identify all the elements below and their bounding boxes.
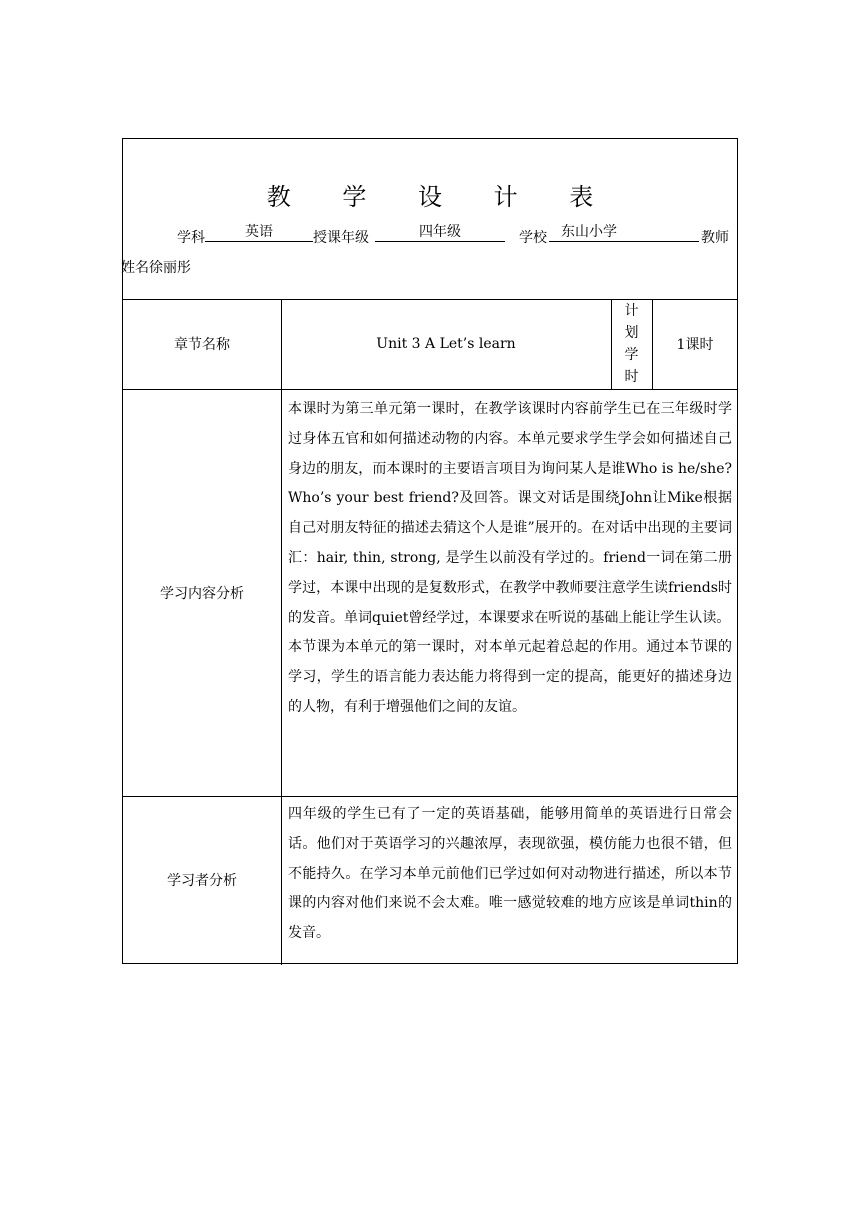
teacher-label-part1: 教师 xyxy=(701,230,729,246)
planned-hours-char: 划 xyxy=(624,325,639,341)
planned-hours-char: 计 xyxy=(624,303,639,319)
content-analysis-paragraph: 本节课为本单元的第一课时，对本单元起着总起的作用。通过本节课的学习，学生的语言能力表达能力将得到一定的提高，能更好的描述身边的人物，有利于增强他们之间的友谊。 xyxy=(288,639,732,715)
planned-hours-label xyxy=(611,299,652,389)
chapter-name-label: 章节名称 xyxy=(174,337,230,353)
teacher-label-part2: 姓名徐丽彤 xyxy=(121,260,191,276)
column-divider xyxy=(281,299,282,965)
grade-value: 四年级 xyxy=(419,224,461,240)
meta-info xyxy=(123,223,737,283)
grade-value-underline xyxy=(375,223,505,242)
subject-value: 英语 xyxy=(245,224,273,240)
subject-label: 学科 xyxy=(177,230,205,246)
page-title: 教 学 设 计 表 xyxy=(266,183,616,211)
subject-value-underline xyxy=(205,223,313,242)
content-analysis-label: 学习内容分析 xyxy=(160,585,244,602)
school-value-underline xyxy=(549,223,699,242)
learner-analysis-text xyxy=(288,800,732,949)
planned-hours-char: 学 xyxy=(624,347,639,363)
grade-label: 授课年级 xyxy=(313,230,369,246)
planned-hours-value: 1课时 xyxy=(676,337,714,353)
content-analysis-text xyxy=(288,395,732,723)
school-value: 东山小学 xyxy=(561,224,617,240)
school-label: 学校 xyxy=(519,230,547,246)
lesson-design-table xyxy=(122,138,738,964)
learner-analysis-paragraph: 四年级的学生已有了一定的英语基础，能够用简单的英语进行日常会话。他们对于英语学习的兴趣浓厚，表现欲强，模仿能力也很不错，但不能持久。在学习本单元前他们已学过如何对动物进行描述，所以本节课的内容对他们来说不会太难。唯一感觉较难的地方应该是单词thin的发音。 xyxy=(288,806,732,942)
chapter-name-value: Unit 3 A Let’s learn xyxy=(376,336,516,352)
planned-hours-char: 时 xyxy=(624,369,639,385)
content-analysis-paragraph: 本课时为第三单元第一课时，在教学该课时内容前学生已在三年级时学过身体五官和如何描述动物的内容。本单元要求学生学会如何描述自己身边的朋友，而本课时的主要语言项目为询问某人是谁Who is he/she?Who’s your best friend?及回答。课文对话是围绕John让Mike根据自己对朋友特征的描述去猜这个人是谁”展开的。在对话中出现的主要词汇：hair, thin, strong, 是学生以前没有学过的。friend一词在第二册学过，本课中出现的是复数形式，在教学中教师要注意学生读friends时的发音。单词quiet曾经学过，本课要求在听说的基础上能让学生认读。 xyxy=(288,401,732,626)
learner-analysis-label: 学习者分析 xyxy=(167,873,237,889)
